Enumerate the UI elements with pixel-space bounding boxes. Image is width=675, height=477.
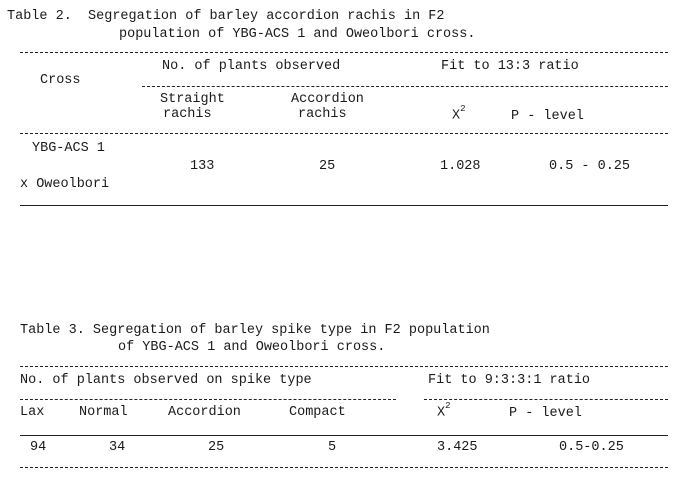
table2-caption-line2: population of YBG-ACS 1 and Oweolbori cross. xyxy=(119,27,476,42)
table2-header-accordion-l1: Accordion xyxy=(291,92,364,107)
table2-caption-line1: Table 2. Segregation of barley accordion rachis in F2 xyxy=(7,9,445,24)
table2-row-accordion: 25 xyxy=(319,159,336,174)
table2-header-chi: $X^2$ xyxy=(452,104,466,124)
table2-header-cross: Cross xyxy=(40,73,81,88)
table3-row-lax: 94 xyxy=(30,440,47,455)
table2-header-straight-l1: Straight xyxy=(160,92,225,107)
table2-header-plants-observed: No. of plants observed xyxy=(162,59,341,74)
table3-header-normal: Normal xyxy=(79,405,128,420)
table3-header-plants-observed: No. of plants observed on spike type xyxy=(20,373,312,388)
table2-top-rule xyxy=(20,52,668,53)
table3-bottom-rule xyxy=(20,467,668,468)
table3-header-plevel: P - level xyxy=(509,406,582,421)
table3-header-accordion: Accordion xyxy=(168,405,241,420)
table2-bottom-rule xyxy=(20,205,668,206)
table2-row-cross-l2: x Oweolbori xyxy=(20,177,110,192)
table3-header-compact: Compact xyxy=(289,405,346,420)
table3-caption-line2: of YBG-ACS 1 and Oweolbori cross. xyxy=(118,340,386,355)
table2-row-cross-l1: YBG-ACS 1 xyxy=(32,141,105,156)
table3-header-lax: Lax xyxy=(20,405,45,420)
table3-row-accordion: 25 xyxy=(208,440,225,455)
table2-row-straight: 133 xyxy=(190,159,215,174)
table3-sub-rule-left xyxy=(20,399,396,400)
table2-sub-rule xyxy=(142,86,668,87)
table2-header-straight-l2: rachis xyxy=(163,107,212,122)
table3-top-rule xyxy=(20,366,668,367)
table3-sub-rule-right xyxy=(424,399,668,400)
table3-row-normal: 34 xyxy=(109,440,126,455)
table2-row-plevel: 0.5 - 0.25 xyxy=(549,159,631,174)
table2-header-fit: Fit to 13:3 ratio xyxy=(441,59,579,74)
table3-row-plevel: 0.5-0.25 xyxy=(559,440,624,455)
table3-header-chi: $X^2$ xyxy=(437,401,451,421)
table3-row-compact: 5 xyxy=(328,440,337,455)
table3-header-bottom-rule xyxy=(20,435,668,436)
table2-header-accordion-l2: rachis xyxy=(298,107,347,122)
table3-row-chi: 3.425 xyxy=(437,440,478,455)
table2-row-chi: 1.028 xyxy=(440,159,481,174)
table3-caption-line1: Table 3. Segregation of barley spike type in F2 population xyxy=(20,323,490,338)
table3-header-fit: Fit to 9:3:3:1 ratio xyxy=(428,373,591,388)
table2-header-bottom-rule xyxy=(20,133,668,134)
table2-header-plevel: P - level xyxy=(511,109,584,124)
